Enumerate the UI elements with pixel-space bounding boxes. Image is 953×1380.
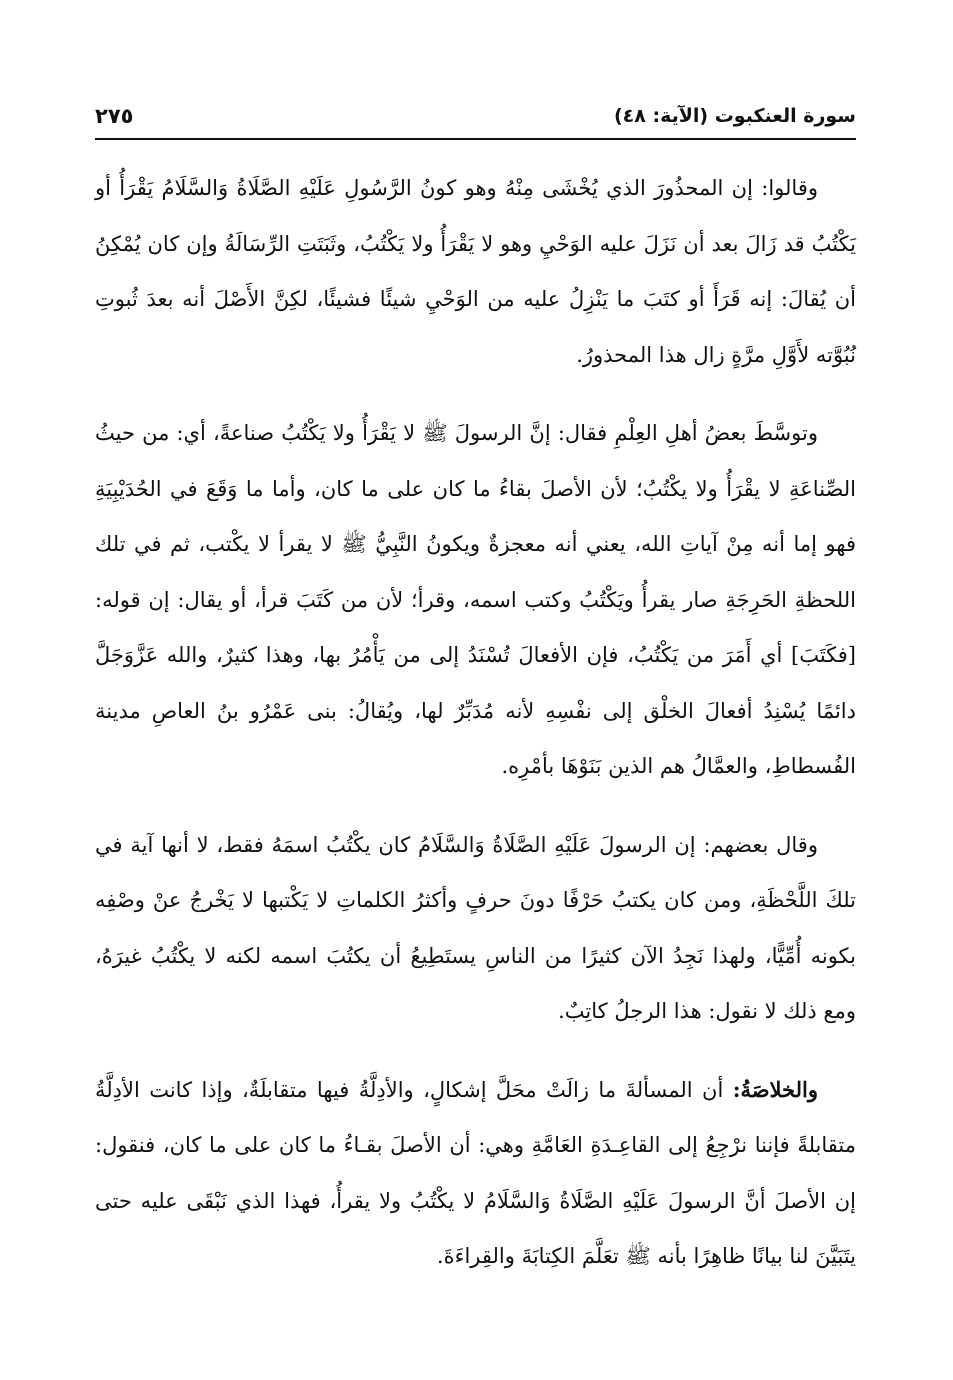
paragraph-1 [95,160,856,383]
page-number: ٢٧٥ [95,104,134,128]
paragraph-text: أن المسألةَ ما زالَتْ محَلَّ إشكالٍ، والأدِلَّةُ فيها متقابلَةٌ، وإذا كانت الأدِلَّةُ متقابلةً فإننا نرْجِعُ إلى القاعِـدَةِ العَامَّةِ وهي: أن الأصلَ بقـاءُ ما كان على ما كان، فنقول: إن الأصلَ أنَّ الرسولَ عَلَيْهِ الصَّلَاةُ وَالسَّلَامُ لا يكْتُبُ ولا يقرأُ، فهذا الذي نَبْقَى عليه حتى يتَبَيَّنَ لنا بيانًا ظاهِرًا بأنه ﷺ تعَلَّمَ الكِتابَةَ والقِراءَةَ. [95,1077,856,1268]
paragraph-2 [95,405,856,795]
running-title: سورة العنكبوت (الآية: ٤٨) [613,105,856,127]
paragraph-4 [95,1062,856,1285]
body-text [95,160,856,1307]
paragraph-3 [95,817,856,1040]
paragraph-lead: والخلاصَةُ: [732,1076,818,1102]
page-header [95,98,856,140]
paragraph-text: وتوسَّطَ بعضُ أهلِ العِلْمِ فقال: إنَّ الرسولَ ﷺ لا يَقْرَأُ ولا يَكْتُبُ صناعةً، أي: من حيثُ الصِّناعَةِ لا يقْرَأُ ولا يكْتُبُ؛ لأن الأصلَ بقاءُ ما كان على ما كان، وأما ما وَقَعَ في الحُدَيْبِيَةِ فهو إما أنه مِنْ آياتِ الله، يعني أنه معجزةٌ ويكونُ النَّبِيُّ ﷺ لا يقرأ لا يكْتب، ثم في تلك اللحظةِ الحَرِجَةِ صار يقرأُ ويَكْتُبُ وكتب اسمه، وقرأ؛ لأن من كَتَبَ قرأ، أو يقال: إن قوله: [فكَتَبَ] أي أَمَرَ من يَكْتُبُ، فإن الأفعالَ تُسْنَدُ إلى من يَأْمُرُ بها، وهذا كثيرٌ، والله عَزَّوَجَلَّ دائمًا يُسْنِدُ أفعالَ الخلْق إلى نفْسِهِ لأنه مُدَبِّرٌ لها، ويُقالُ: بنى عَمْرُو بنُ العاصِ مدينة الفُسطاطِ، والعمَّالُ هم الذين بَنَوْهَا بأمْرِه. [95,421,856,778]
paragraph-text: وقالوا: إن المحذُورَ الذي يُخْشَى مِنْهُ وهو كونُ الرَّسُولِ عَلَيْهِ الصَّلَاةُ وَالسَّلَامُ يَقْرَأُ أو يَكْتُبُ قد زَالَ بعد أن نَزَلَ عليه الوَحْيِ وهو لا يَقْرَأُ ولا يَكْتُبُ، وثَبَتَتِ الرِّسَالَةُ وإن كان يُمْكِنُ أن يُقالَ: إنه قَرَأَ أو كتَبَ ما يَنْزِلُ عليه من الوَحْيِ شيئًا فشيئًا، لكِنَّ الأَصْلَ أنه بعدَ ثُبوتِ نُبُوَّته لأَوَّلِ مرَّةٍ زال هذا المحذورُ. [95,176,856,367]
paragraph-text: وقال بعضهم: إن الرسولَ عَلَيْهِ الصَّلَاةُ وَالسَّلَامُ كان يكْتُبُ اسمَهُ فقط، لا أنها آية في تلكَ اللَّحْظَةِ، ومن كان يكتبُ حَرْفًا دونَ حرفٍ وأكثرُ الكلماتِ لا يَكْتبها لا يَخْرجُ عنْ وصْفِه بكونه أُمِّيًّا، ولهذا نَجِدُ الآن كثيرًا من الناسِ يستَطِيعُ أن يكتُبَ اسمه لكنه لا يكْتُبُ غيرَهُ، ومع ذلك لا نقول: هذا الرجلُ كاتِبٌ. [95,832,856,1023]
